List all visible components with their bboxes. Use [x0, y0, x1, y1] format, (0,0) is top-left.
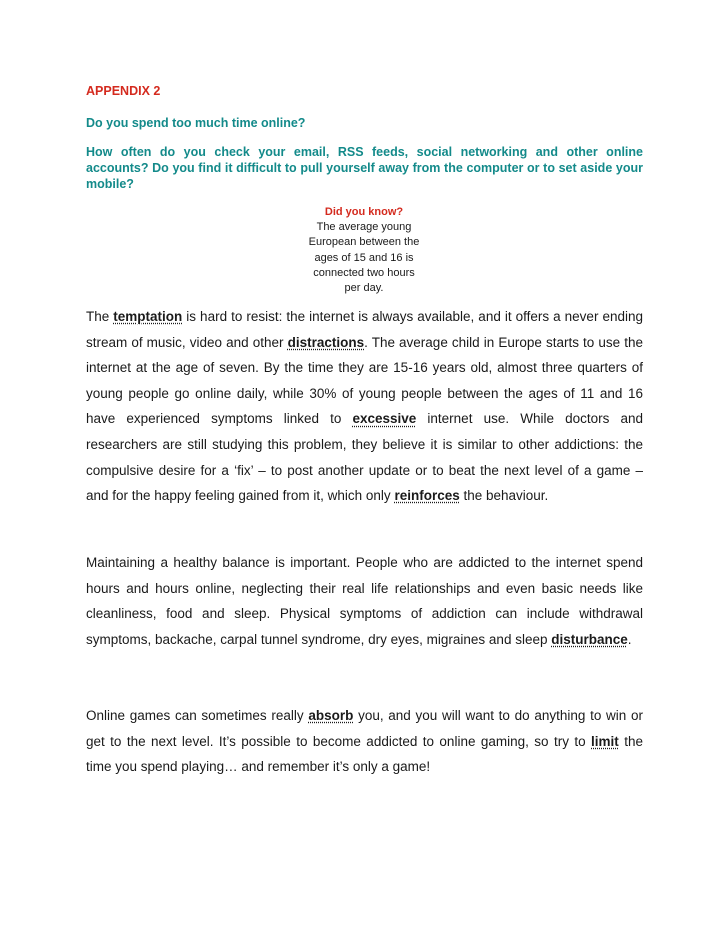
- did-you-know-title: Did you know?: [324, 206, 404, 218]
- did-you-know-line: European between the: [308, 236, 420, 249]
- keyword-limit: limit: [591, 733, 619, 749]
- paragraph-text: is hard to resist: the internet is always available, and it offers a never ending stream of music, video and other: [86, 309, 643, 350]
- did-you-know-line: per day.: [344, 282, 384, 295]
- question-heading: Do you spend too much time online?: [86, 116, 306, 130]
- paragraph-text: the time you spend playing… and remember it’s only a game!: [86, 733, 643, 775]
- paragraph-balance: [86, 550, 643, 652]
- appendix-label: APPENDIX 2: [86, 84, 161, 98]
- keyword-reinforces: reinforces: [394, 488, 460, 504]
- paragraph-text: .: [627, 631, 632, 647]
- intro-text: How often do you check your email, RSS feeds, social networking and other online accounts? Do you find it difficult to pull yourself away from the computer or to set aside your mobile?: [86, 145, 643, 191]
- keyword-disturbance: disturbance: [551, 631, 628, 647]
- did-you-know-line: connected two hours: [313, 266, 415, 279]
- paragraph-text: The: [86, 309, 114, 324]
- keyword-temptation: temptation: [113, 309, 183, 324]
- keyword-excessive: excessive: [352, 411, 417, 427]
- paragraph-text: internet use. While doctors and researchers are still studying this problem, they believe it is similar to other addictions: the compulsive desire for a ‘fix’ – to post another update or to beat the next level of a game – and for the happy feeling gained from it, which only: [86, 411, 643, 504]
- paragraph-games: [86, 703, 643, 780]
- paragraph-text: . The average child in Europe starts to use the internet at the age of seven. By the time they are 15-16 years old, almost three quarters of young people go online daily, while 30% of young people between the ages of 11 and 16 have experienced symptoms linked to: [86, 334, 643, 427]
- paragraph-text: the behaviour.: [459, 488, 549, 504]
- did-you-know-line: The average young: [316, 221, 412, 234]
- keyword-distractions: distractions: [287, 334, 365, 350]
- paragraph-text: Maintaining a healthy balance is important. People who are addicted to the internet spend hours and hours online, neglecting their real life relationships and even basic needs like cleanliness, food and sleep. Physical symptoms of addiction can include withdrawal symptoms, backache, carpal tunnel syndrome, dry eyes, migraines and sleep: [86, 555, 643, 647]
- did-you-know-line: ages of 15 and 16 is: [314, 251, 414, 264]
- paragraph-text: you, and you will want to do anything to win or get to the next level. It’s possible to become addicted to online gaming, so try to: [86, 708, 644, 749]
- paragraph-text: Online games can sometimes really: [86, 708, 309, 723]
- did-you-know-box: [289, 205, 439, 296]
- paragraph-temptation: [86, 304, 643, 509]
- keyword-absorb: absorb: [308, 708, 354, 723]
